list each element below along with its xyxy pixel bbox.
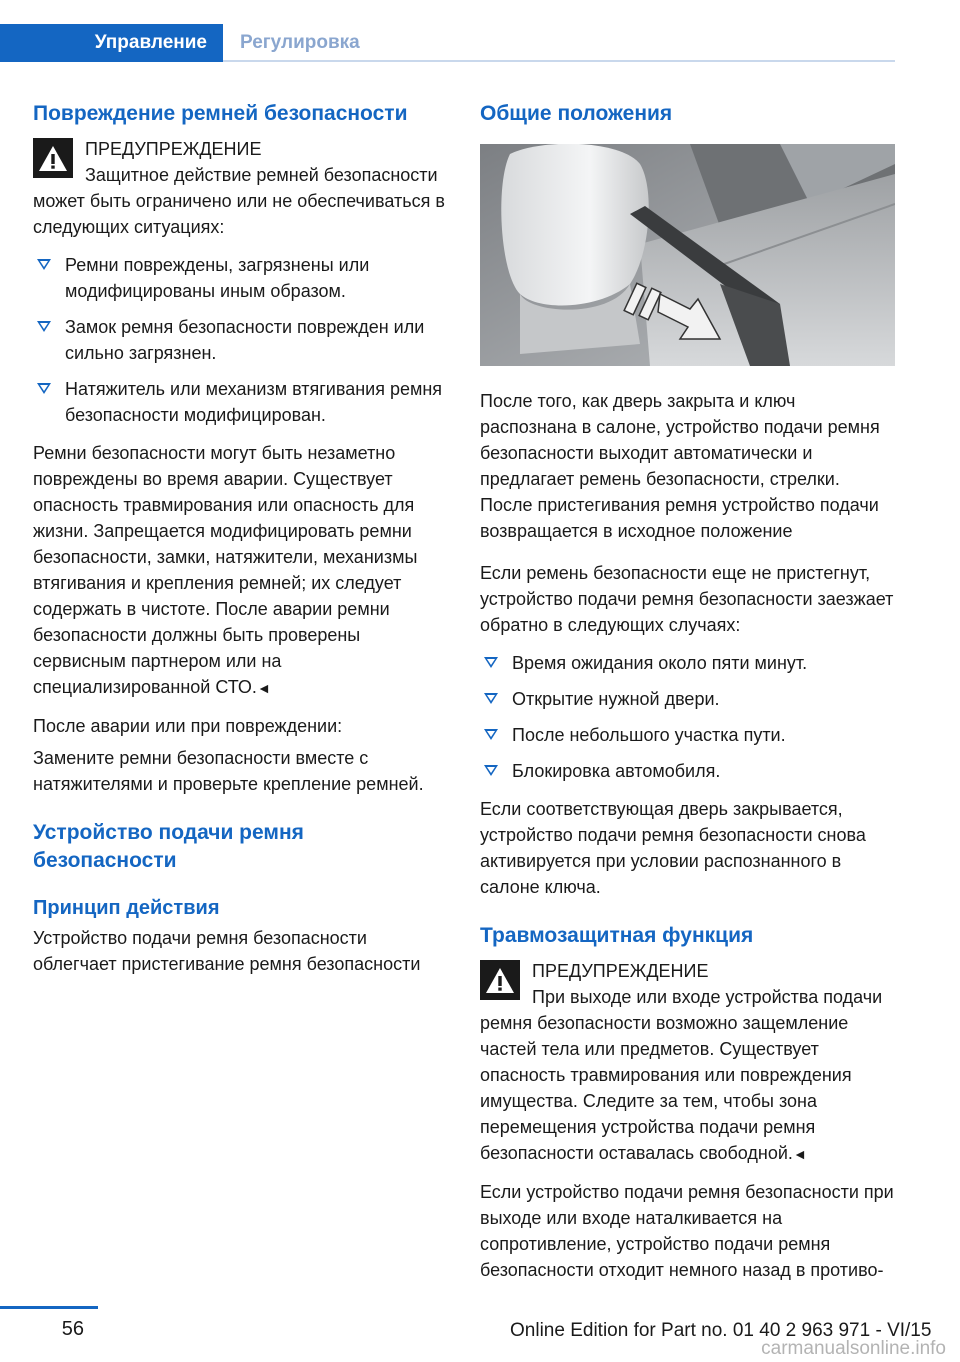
list-item: Натяжитель или механизм втягивания ремня безопасности модифицирован. bbox=[33, 376, 448, 428]
paragraph: Если соответствующая дверь закрывается, устройство подачи ремня безопасности снова активируется при условии распознанного в салоне ключа. bbox=[480, 799, 866, 897]
tab-adjustment[interactable]: Регулировка bbox=[240, 32, 360, 53]
paragraph: Ремни безопасности могут быть незаметно повреждены во время аварии. Существует опасность травмирования или опасность для жизни. Запрещается модифицировать ремни безопасности, замки, натяжители, механизмы втягивания и крепления ремней; их следует содержать в чистоте. После аварии ремни безопасности должны быть проверены сервисным партнером или на специализированной СТО.◄ bbox=[33, 443, 418, 697]
warning-block-2 bbox=[480, 958, 895, 1010]
warning-title: ПРЕДУПРЕЖДЕНИЕ bbox=[85, 139, 262, 159]
seat-belt-feeder-illustration bbox=[480, 144, 895, 366]
retract-list bbox=[480, 650, 895, 784]
heading-general: Общие положения bbox=[480, 102, 673, 125]
tab-controls[interactable]: Управление bbox=[0, 24, 223, 62]
paragraph: Если устройство подачи ремня безопасности при выходе или входе наталкивается на сопротивление, устройство подачи ремня безопасности отходит немного назад в противо- bbox=[480, 1182, 894, 1280]
warning-icon bbox=[33, 138, 73, 178]
left-column bbox=[33, 100, 448, 989]
triangle-bullet-icon bbox=[484, 657, 498, 668]
end-mark-icon: ◄ bbox=[792, 1146, 807, 1162]
warning-body: Защитное действие ремней безопасности может быть ограничено или не обеспечиваться в следующих ситуациях: bbox=[33, 165, 445, 237]
heading-principle: Принцип действия bbox=[33, 897, 220, 919]
warning-icon bbox=[480, 960, 520, 1000]
warning-body: При выходе или входе устройства подачи ремня безопасности возможно защемление частей тела или предметов. Существует опасность травмирования или повреждения имущества. Следите за тем, чтобы зона перемещения устройства подачи ремня безопасности оставалась свободной.◄ bbox=[480, 987, 883, 1163]
paragraph: Устройство подачи ремня безопасности облегчает пристегивание ремня безопасности bbox=[33, 928, 421, 974]
list-item: Блокировка автомобиля. bbox=[480, 758, 895, 784]
triangle-bullet-icon bbox=[37, 259, 51, 270]
triangle-bullet-icon bbox=[37, 383, 51, 394]
damage-list bbox=[33, 252, 448, 428]
paragraph: Если ремень безопасности еще не пристегнут, устройство подачи ремня безопасности заезжает обратно в следующих случаях: bbox=[480, 563, 894, 635]
paragraph: Замените ремни безопасности вместе с натяжителями и проверьте крепление ремней. bbox=[33, 748, 424, 794]
heading-belt-damage: Повреждение ремней безопасности bbox=[33, 102, 408, 125]
list-item: Открытие нужной двери. bbox=[480, 686, 895, 712]
triangle-bullet-icon bbox=[484, 765, 498, 776]
warning-block-1 bbox=[33, 136, 448, 188]
right-column bbox=[480, 100, 895, 1295]
list-item: Ремни повреждены, загрязнены или модифицированы иным образом. bbox=[33, 252, 448, 304]
triangle-bullet-icon bbox=[37, 321, 51, 332]
edition-info: Online Edition for Part no. 01 40 2 963 971 - VI/15 bbox=[510, 1320, 932, 1341]
list-item: Замок ремня безопасности поврежден или сильно загрязнен. bbox=[33, 314, 448, 366]
page-number: 56 bbox=[61, 1318, 84, 1340]
heading-injury-protection: Травмозащитная функция bbox=[480, 924, 754, 947]
triangle-bullet-icon bbox=[484, 693, 498, 704]
end-mark-icon: ◄ bbox=[256, 680, 271, 696]
list-item: После небольшого участка пути. bbox=[480, 722, 895, 748]
watermark: carmanualsonline.info bbox=[761, 1338, 946, 1359]
triangle-bullet-icon bbox=[484, 729, 498, 740]
footer-divider bbox=[0, 1306, 98, 1309]
list-item: Время ожидания около пяти минут. bbox=[480, 650, 895, 676]
header-divider bbox=[223, 60, 895, 62]
paragraph: После аварии или при повреждении: bbox=[33, 716, 343, 736]
paragraph: После того, как дверь закрыта и ключ распознана в салоне, устройство подачи ремня безопасности выходит автоматически и предлагает ремень безопасности, стрелки. После пристегивания ремня устройство подачи возвращается в исходное положение bbox=[480, 391, 880, 541]
heading-belt-feeder: Устройство подачи ремня безопасности bbox=[33, 821, 304, 872]
warning-title: ПРЕДУПРЕЖДЕНИЕ bbox=[532, 961, 709, 981]
page-header bbox=[0, 0, 960, 64]
